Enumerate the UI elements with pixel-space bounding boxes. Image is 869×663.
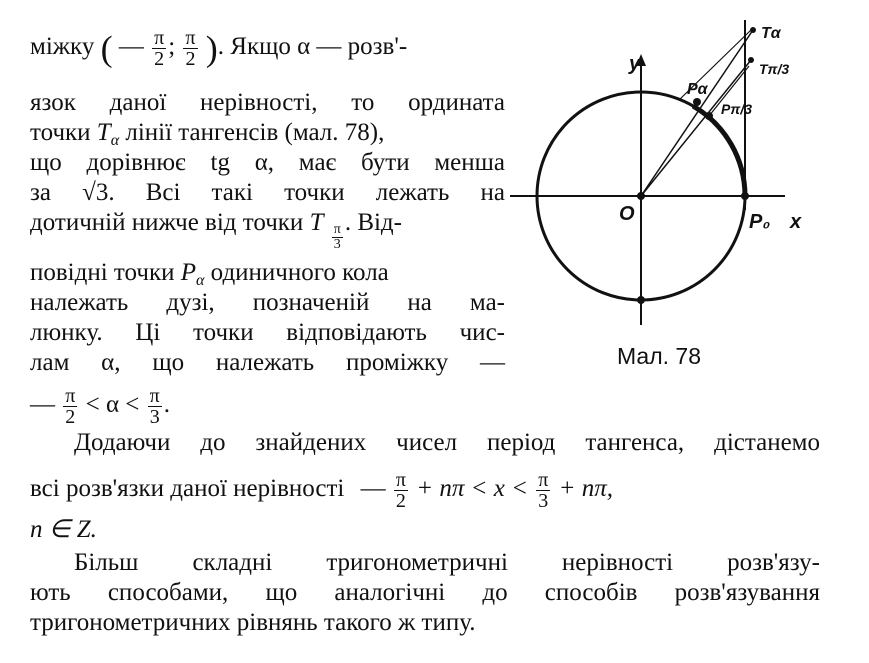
y-label: y [629,53,641,75]
text-fragment: одиничного кола [204,259,389,286]
x-label: x [790,211,802,233]
p-pi3-point [705,112,713,120]
minus-sign: — [360,475,386,503]
text-fragment: лінії тангенсів (мал. 78), [119,119,385,146]
text-line-6 [30,208,505,252]
fraction-pi-3: $\frac{\pi}{3}$ [149,385,160,428]
subscript-alpha: α [110,132,120,149]
text-line-13 [30,470,820,511]
period: . [163,391,171,419]
text-line-17: тригонометричних рівнянь такого ж типу. [30,609,476,636]
bottom-point [637,296,645,304]
text-line-16: ють способами, що аналогічні до способів розв'язування [30,579,820,606]
fraction-pi-3: $\frac{\pi}{3}$ [538,469,549,512]
symbol-T: T [96,119,111,146]
text-line-9: люнку. Ці точки відповідають чис- [30,319,505,346]
text-line-5: за √3. Всі такі точки лежать на [30,179,505,206]
text-line-15: Більш складні тригонометричні нерівності розв'язу- [74,549,820,576]
t-alpha-label: Tα [761,25,781,42]
fraction-pi-2: $\frac{\pi}{2}$ [65,385,76,428]
fraction-pi-2: $\frac{\pi}{2}$ [154,27,165,70]
text-fragment: всі розв'язки даної нерівності [30,475,345,503]
text-fragment: . Якщо α — розв'- [217,33,408,61]
fraction-pi-2: $\frac{\pi}{2}$ [185,27,196,70]
close-paren: ) [205,28,218,69]
fraction-pi-2: $\frac{\pi}{2}$ [395,469,406,512]
origin-label: O [619,203,635,225]
inequality: < α < [85,391,140,419]
figure-caption: Мал. 78 [617,343,701,369]
minus-sign: — [118,33,144,61]
t-alpha-point [750,27,756,33]
p-alpha-label: Pα [687,81,708,98]
text-line-14: n ∈ Z. [30,516,97,543]
fraction-pi-3: $\frac{\pi}{3}$ [333,222,341,252]
text-fragment: точки [30,119,97,146]
minus-sign: — [30,391,55,419]
text-fragment: + nπ < x < [416,475,528,503]
subscript-alpha: α [196,272,205,289]
text-line-11 [30,386,170,427]
highlighted-arc [693,106,745,196]
text-line-12: Додаючи до знайдених чисел період тангенса, дістанемо [74,429,820,456]
text-fragment: . Від- [344,209,402,236]
text-line-2: язок даної нерівності, то ордината [30,89,505,116]
t-pi3-point [748,57,754,63]
text-fragment: дотичній нижче від точки [30,209,310,236]
origin-point [637,192,645,200]
text-line-8: належать дузі, позначеній на ма- [30,289,505,316]
text-line-4: що дорівнює tg α, має бути менша [30,149,505,176]
open-paren: ( [100,28,113,69]
p0-label: P₀ [749,211,771,233]
symbol-T: T [309,209,324,236]
text-line-10: лам α, що належать проміжку — [30,349,505,376]
unit-circle-figure [505,20,805,340]
t-pi3-label: Tπ/3 [759,61,790,77]
p-alpha-point [693,98,701,106]
text-fragment: міжку [30,33,95,61]
p-pi3-label: Pπ/3 [721,101,752,117]
symbol-P: P [180,259,197,286]
p0-point [741,192,749,200]
text-fragment: повідні точки [30,259,181,286]
text-line-1 [30,28,505,69]
semicolon: ; [168,33,176,61]
text-fragment: + nπ, [558,475,613,503]
